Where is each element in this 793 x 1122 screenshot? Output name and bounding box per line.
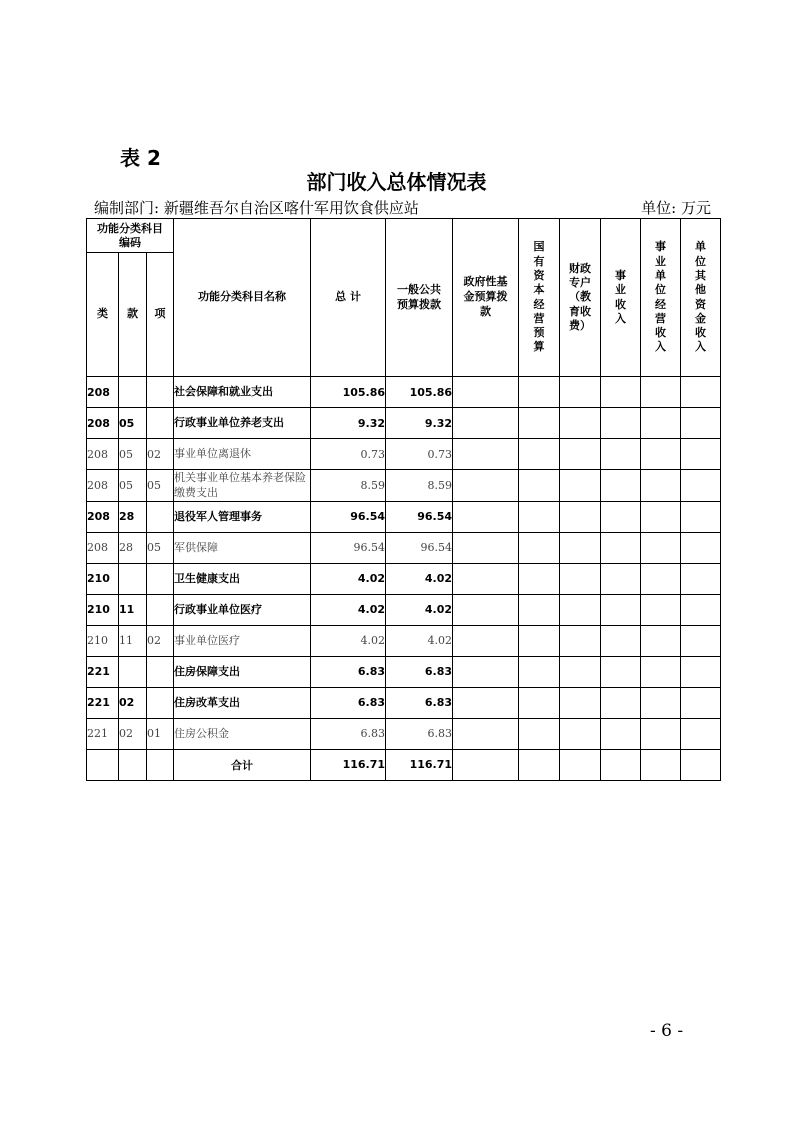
total-cell: 0.73 — [311, 439, 386, 470]
empty-cell — [560, 439, 601, 470]
empty-cell — [519, 563, 560, 594]
income-table — [86, 218, 721, 781]
empty-cell — [453, 408, 519, 439]
department-label: 编制部门: 新疆维吾尔自治区喀什军用饮食供应站 — [94, 199, 419, 217]
lei-cell: 208 — [87, 377, 119, 408]
name-cell: 住房公积金 — [174, 718, 311, 749]
other-income-header: 单位其他资金收入 — [681, 219, 721, 377]
empty-cell — [641, 408, 681, 439]
empty-cell — [453, 563, 519, 594]
empty-cell — [560, 470, 601, 502]
total-cell: 6.83 — [311, 687, 386, 718]
empty-cell — [519, 439, 560, 470]
lei-cell: 208 — [87, 408, 119, 439]
table-row — [87, 377, 721, 408]
empty-cell — [119, 749, 147, 780]
total-cell: 4.02 — [311, 625, 386, 656]
general-cell: 96.54 — [386, 501, 453, 532]
grand-total-cell: 116.71 — [311, 749, 386, 780]
kuan-cell — [119, 377, 147, 408]
empty-cell — [641, 532, 681, 563]
empty-cell — [641, 656, 681, 687]
total-row — [87, 749, 721, 780]
total-cell: 9.32 — [311, 408, 386, 439]
xiang-cell — [147, 501, 174, 532]
general-cell: 9.32 — [386, 408, 453, 439]
empty-cell — [641, 501, 681, 532]
empty-cell — [641, 470, 681, 502]
xiang-cell — [147, 408, 174, 439]
table-row — [87, 439, 721, 470]
kuan-cell — [119, 656, 147, 687]
empty-cell — [453, 687, 519, 718]
empty-cell — [453, 501, 519, 532]
empty-cell — [641, 563, 681, 594]
lei-header: 类 — [87, 253, 119, 377]
empty-cell — [519, 501, 560, 532]
name-cell: 事业单位离退休 — [174, 439, 311, 470]
empty-cell — [560, 718, 601, 749]
lei-cell: 208 — [87, 532, 119, 563]
empty-cell — [453, 377, 519, 408]
xiang-cell — [147, 377, 174, 408]
name-cell: 行政事业单位医疗 — [174, 594, 311, 625]
total-label: 合计 — [174, 749, 311, 780]
empty-cell — [519, 377, 560, 408]
lei-cell: 208 — [87, 501, 119, 532]
xiang-cell: 02 — [147, 439, 174, 470]
empty-cell — [560, 687, 601, 718]
empty-cell — [519, 625, 560, 656]
empty-cell — [641, 625, 681, 656]
name-cell: 事业单位医疗 — [174, 625, 311, 656]
name-header: 功能分类科目名称 — [174, 219, 311, 377]
kuan-cell: 02 — [119, 718, 147, 749]
general-cell: 105.86 — [386, 377, 453, 408]
total-cell: 96.54 — [311, 501, 386, 532]
empty-cell — [601, 408, 641, 439]
empty-cell — [681, 625, 721, 656]
empty-cell — [560, 408, 601, 439]
general-cell: 96.54 — [386, 532, 453, 563]
name-cell: 机关事业单位基本养老保险缴费支出 — [174, 470, 311, 502]
empty-cell — [453, 594, 519, 625]
table-row — [87, 408, 721, 439]
name-cell: 住房改革支出 — [174, 687, 311, 718]
empty-cell — [681, 439, 721, 470]
empty-cell — [519, 408, 560, 439]
empty-cell — [681, 749, 721, 780]
empty-cell — [641, 594, 681, 625]
name-cell: 军供保障 — [174, 532, 311, 563]
general-cell: 8.59 — [386, 470, 453, 502]
lei-cell: 221 — [87, 718, 119, 749]
general-cell: 6.83 — [386, 687, 453, 718]
empty-cell — [519, 470, 560, 502]
table-row — [87, 625, 721, 656]
empty-cell — [560, 563, 601, 594]
kuan-cell: 05 — [119, 470, 147, 502]
total-cell: 8.59 — [311, 470, 386, 502]
empty-cell — [601, 439, 641, 470]
empty-cell — [519, 656, 560, 687]
empty-cell — [453, 625, 519, 656]
total-header: 总 计 — [311, 219, 386, 377]
empty-cell — [560, 656, 601, 687]
empty-cell — [681, 470, 721, 502]
table-row — [87, 532, 721, 563]
table-row — [87, 687, 721, 718]
empty-cell — [641, 377, 681, 408]
table-row — [87, 501, 721, 532]
empty-cell — [641, 718, 681, 749]
total-cell: 105.86 — [311, 377, 386, 408]
xiang-cell: 02 — [147, 625, 174, 656]
xiang-cell: 05 — [147, 532, 174, 563]
empty-cell — [453, 470, 519, 502]
lei-cell: 210 — [87, 625, 119, 656]
name-cell: 行政事业单位养老支出 — [174, 408, 311, 439]
general-cell: 0.73 — [386, 439, 453, 470]
kuan-cell — [119, 563, 147, 594]
table-row — [87, 470, 721, 502]
fund-budget-header: 政府性基金预算拨款 — [453, 219, 519, 377]
empty-cell — [519, 594, 560, 625]
empty-cell — [453, 718, 519, 749]
total-cell: 4.02 — [311, 563, 386, 594]
empty-cell — [601, 563, 641, 594]
empty-cell — [87, 749, 119, 780]
empty-cell — [519, 749, 560, 780]
empty-cell — [601, 501, 641, 532]
empty-cell — [601, 470, 641, 502]
empty-cell — [601, 625, 641, 656]
page-number: - 6 - — [650, 1021, 684, 1041]
total-cell: 96.54 — [311, 532, 386, 563]
lei-cell: 221 — [87, 687, 119, 718]
empty-cell — [681, 377, 721, 408]
table-row — [87, 594, 721, 625]
kuan-cell: 05 — [119, 439, 147, 470]
kuan-cell: 11 — [119, 594, 147, 625]
kuan-cell: 28 — [119, 501, 147, 532]
empty-cell — [601, 532, 641, 563]
empty-cell — [147, 749, 174, 780]
empty-cell — [681, 532, 721, 563]
lei-cell: 208 — [87, 439, 119, 470]
total-cell: 6.83 — [311, 656, 386, 687]
kuan-cell: 02 — [119, 687, 147, 718]
name-cell: 退役军人管理事务 — [174, 501, 311, 532]
code-group-header: 功能分类科目编码 — [87, 219, 174, 253]
empty-cell — [601, 718, 641, 749]
total-cell: 4.02 — [311, 594, 386, 625]
empty-cell — [560, 377, 601, 408]
unit-label: 单位: 万元 — [641, 199, 711, 217]
empty-cell — [560, 532, 601, 563]
xiang-cell: 05 — [147, 470, 174, 502]
empty-cell — [519, 532, 560, 563]
grand-general-cell: 116.71 — [386, 749, 453, 780]
general-cell: 4.02 — [386, 563, 453, 594]
empty-cell — [641, 749, 681, 780]
name-cell: 卫生健康支出 — [174, 563, 311, 594]
business-income-header: 事业收入 — [601, 219, 641, 377]
kuan-cell: 11 — [119, 625, 147, 656]
empty-cell — [453, 656, 519, 687]
empty-cell — [453, 749, 519, 780]
empty-cell — [601, 656, 641, 687]
table-row — [87, 656, 721, 687]
page-title: 部门收入总体情况表 — [306, 170, 487, 194]
table-body — [87, 377, 721, 781]
general-cell: 4.02 — [386, 625, 453, 656]
empty-cell — [519, 718, 560, 749]
empty-cell — [601, 594, 641, 625]
empty-cell — [641, 439, 681, 470]
xiang-cell — [147, 687, 174, 718]
lei-cell: 221 — [87, 656, 119, 687]
empty-cell — [560, 625, 601, 656]
general-cell: 4.02 — [386, 594, 453, 625]
empty-cell — [681, 594, 721, 625]
empty-cell — [560, 501, 601, 532]
empty-cell — [681, 563, 721, 594]
empty-cell — [681, 501, 721, 532]
empty-cell — [601, 377, 641, 408]
unit-business-income-header: 事业单位经营收入 — [641, 219, 681, 377]
xiang-cell — [147, 563, 174, 594]
general-cell: 6.83 — [386, 718, 453, 749]
empty-cell — [560, 594, 601, 625]
xiang-cell: 01 — [147, 718, 174, 749]
kuan-cell: 05 — [119, 408, 147, 439]
empty-cell — [641, 687, 681, 718]
finance-special-header: 财政专户（教育收费） — [560, 219, 601, 377]
table-row — [87, 563, 721, 594]
empty-cell — [601, 687, 641, 718]
lei-cell: 210 — [87, 563, 119, 594]
empty-cell — [681, 408, 721, 439]
name-cell: 住房保障支出 — [174, 656, 311, 687]
empty-cell — [681, 718, 721, 749]
total-cell: 6.83 — [311, 718, 386, 749]
general-cell: 6.83 — [386, 656, 453, 687]
kuan-header: 款 — [119, 253, 147, 377]
kuan-cell: 28 — [119, 532, 147, 563]
xiang-header: 项 — [147, 253, 174, 377]
name-cell: 社会保障和就业支出 — [174, 377, 311, 408]
xiang-cell — [147, 594, 174, 625]
empty-cell — [681, 656, 721, 687]
empty-cell — [519, 687, 560, 718]
state-capital-header: 国有资本经营预算 — [519, 219, 560, 377]
empty-cell — [681, 687, 721, 718]
general-budget-header: 一般公共预算拨款 — [386, 219, 453, 377]
empty-cell — [601, 749, 641, 780]
table-label: 表 2 — [120, 146, 161, 170]
empty-cell — [453, 439, 519, 470]
xiang-cell — [147, 656, 174, 687]
table-row — [87, 718, 721, 749]
empty-cell — [560, 749, 601, 780]
lei-cell: 208 — [87, 470, 119, 502]
empty-cell — [453, 532, 519, 563]
lei-cell: 210 — [87, 594, 119, 625]
